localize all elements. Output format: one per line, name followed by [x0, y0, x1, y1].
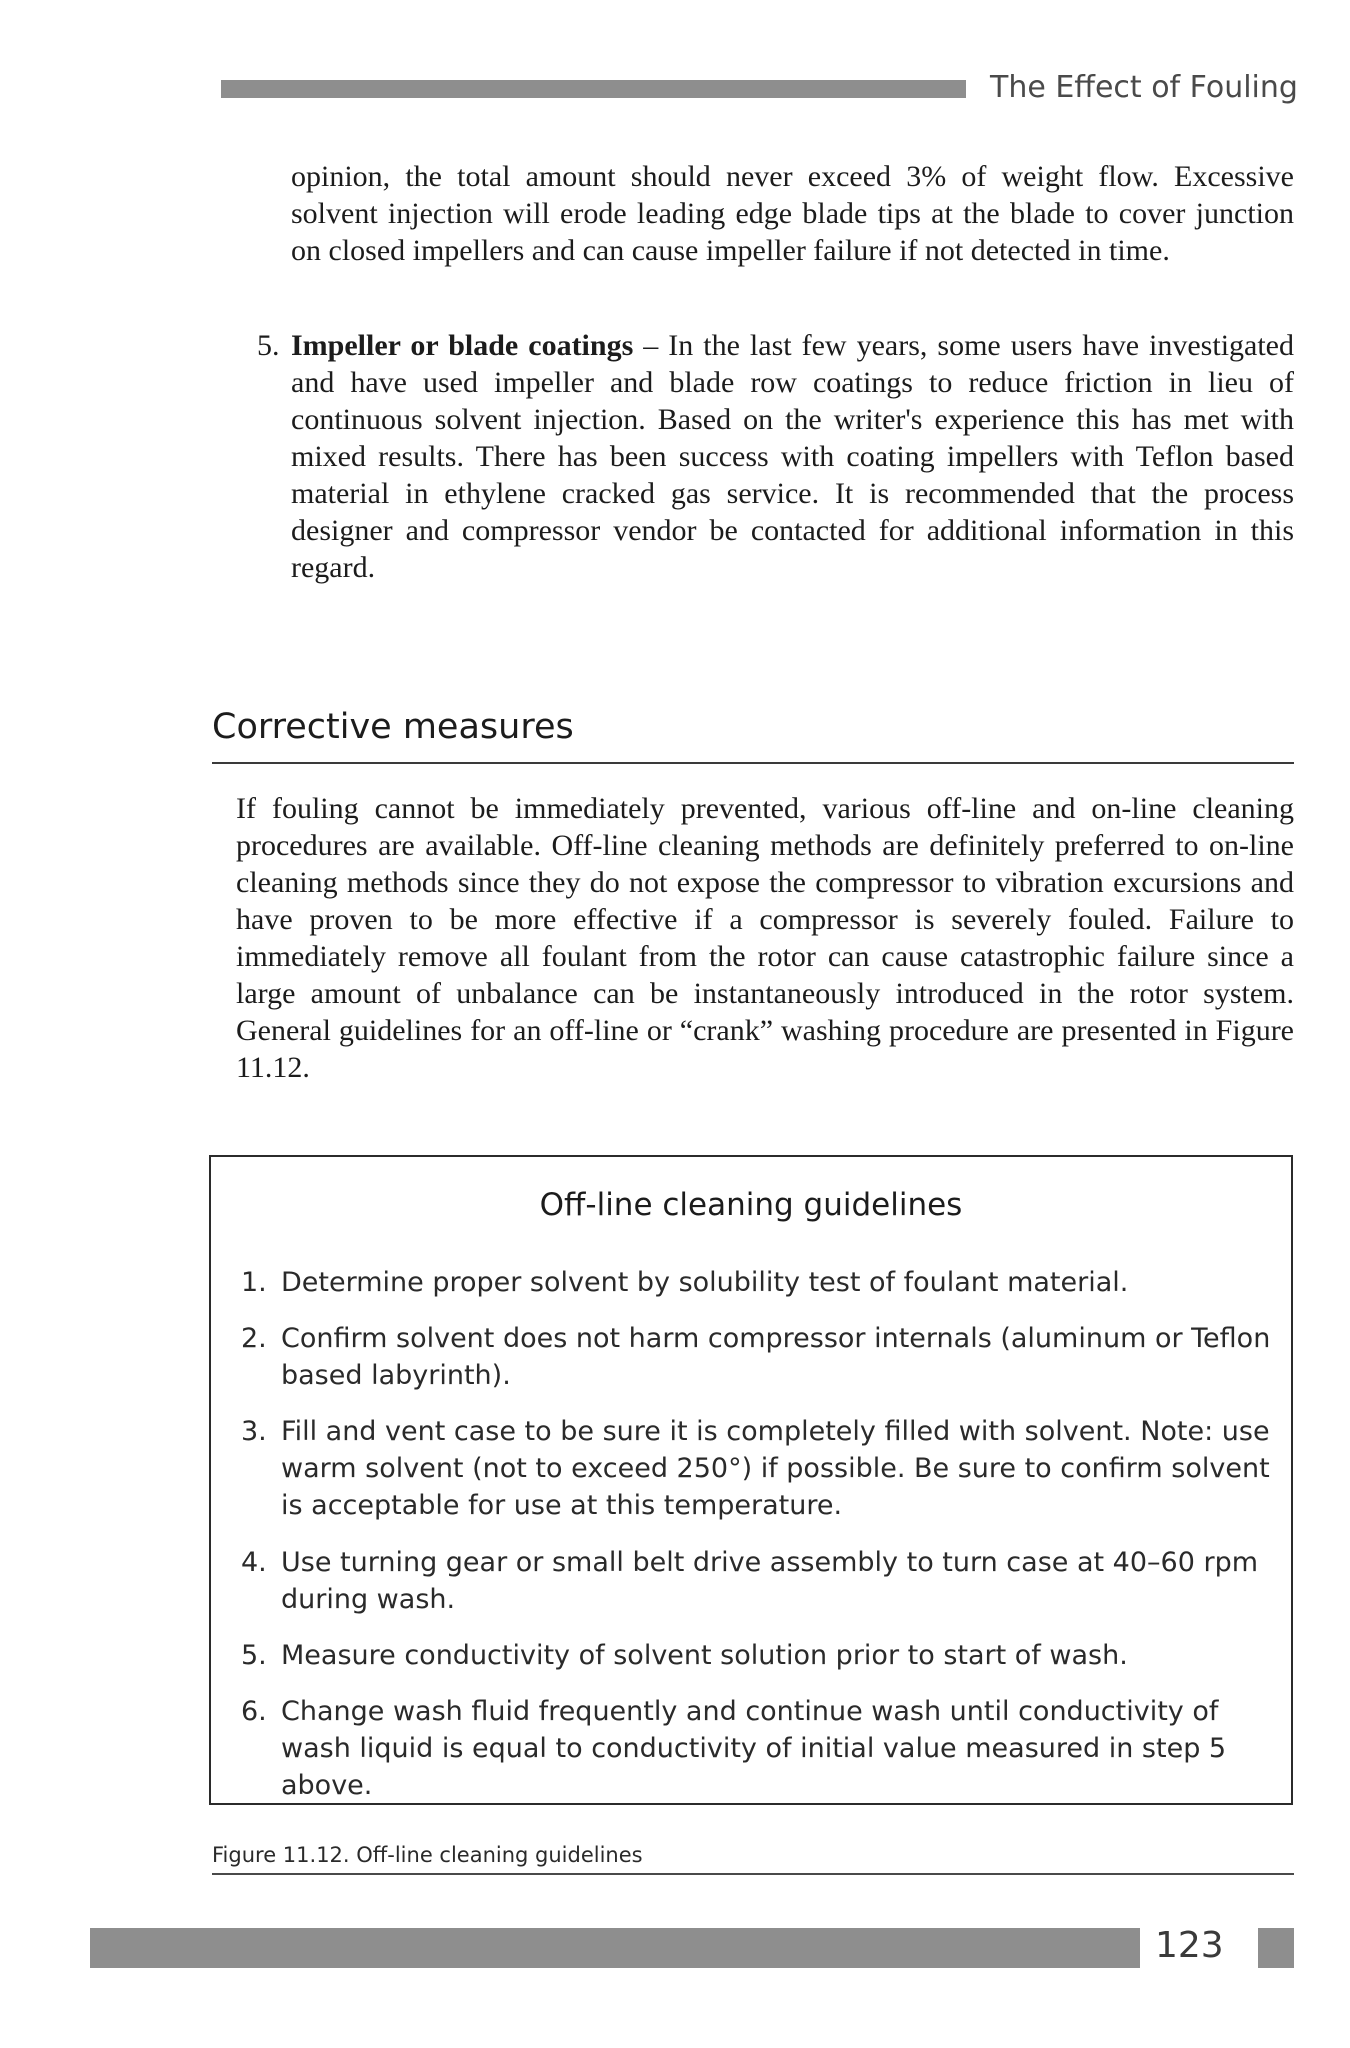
- guideline-text: Use turning gear or small belt drive assembly to turn case at 40–60 rpm during wash.: [281, 1547, 1259, 1615]
- list-item-text: – In the last few years, some users have investigated and have used impeller and blade row coatings to reduce friction in lieu of continuous solvent injection. Based on the writer's experience this has met with mixed results. There has been success with coating impellers with Teflon based material in ethylene cracked gas service. It is recommended that the process designer and compressor vendor be contacted for additional information in this regard.: [291, 329, 1294, 584]
- guideline-text: Measure conductivity of solvent solution prior to start of wash.: [281, 1640, 1128, 1671]
- footer-block: [1258, 1928, 1294, 1968]
- section-divider: [212, 762, 1294, 764]
- list-item-5: [291, 327, 1294, 586]
- running-header: The Effect of Fouling: [990, 70, 1298, 105]
- guidelines-box: [209, 1155, 1293, 1805]
- guideline-number: 5.: [241, 1640, 267, 1671]
- header-bar: [221, 80, 966, 98]
- guideline-text: Determine proper solvent by solubility test of foulant material.: [281, 1267, 1129, 1298]
- guideline-number: 3.: [241, 1416, 267, 1447]
- guideline-number: 4.: [241, 1547, 267, 1578]
- guideline-text: Confirm solvent does not harm compressor internals (aluminum or Teflon based labyrinth).: [281, 1323, 1271, 1391]
- guideline-number: 2.: [241, 1323, 267, 1354]
- continuation-paragraph: opinion, the total amount should never exceed 3% of weight flow. Excessive solvent injection will erode leading edge blade tips at the blade to cover junction on closed impellers and can cause impeller failure if not detected in time.: [291, 160, 1294, 267]
- guideline-number: 6.: [241, 1696, 267, 1727]
- section-paragraph: If fouling cannot be immediately prevented, various off-line and on-line cleaning procedures are available. Off-line cleaning methods are definitely preferred to on-line cleaning methods since they do not expose the compressor to vibration excursions and have proven to be more effective if a compressor is severely fouled. Failure to immediately remove all foulant from the rotor can cause catastrophic failure since a large amount of unbalance can be instantaneously introduced in the rotor system. General guidelines for an off-line or “crank” washing procedure are presented in Figure 11.12.: [236, 792, 1294, 1084]
- guidelines-title: Off-line cleaning guidelines: [539, 1187, 963, 1223]
- footer-bar: [90, 1928, 1140, 1968]
- page-number: 123: [1155, 1925, 1224, 1966]
- guideline-number: 1.: [241, 1267, 267, 1298]
- caption-divider: [212, 1873, 1294, 1875]
- figure-caption: Figure 11.12. Off-line cleaning guidelines: [212, 1843, 643, 1867]
- list-item-number: 5.: [257, 329, 280, 362]
- list-item-heading: Impeller or blade coatings: [291, 329, 634, 362]
- guideline-text: Fill and vent case to be sure it is completely filled with solvent. Note: use warm solvent (not to exceed 250°) if possible. Be sure to confirm solvent is acceptable for use at this temperature.: [281, 1416, 1270, 1521]
- guideline-text: Change wash fluid frequently and continue wash until conductivity of wash liquid is equal to conductivity of initial value measured in step 5 above.: [281, 1696, 1227, 1801]
- section-title: Corrective measures: [212, 707, 574, 747]
